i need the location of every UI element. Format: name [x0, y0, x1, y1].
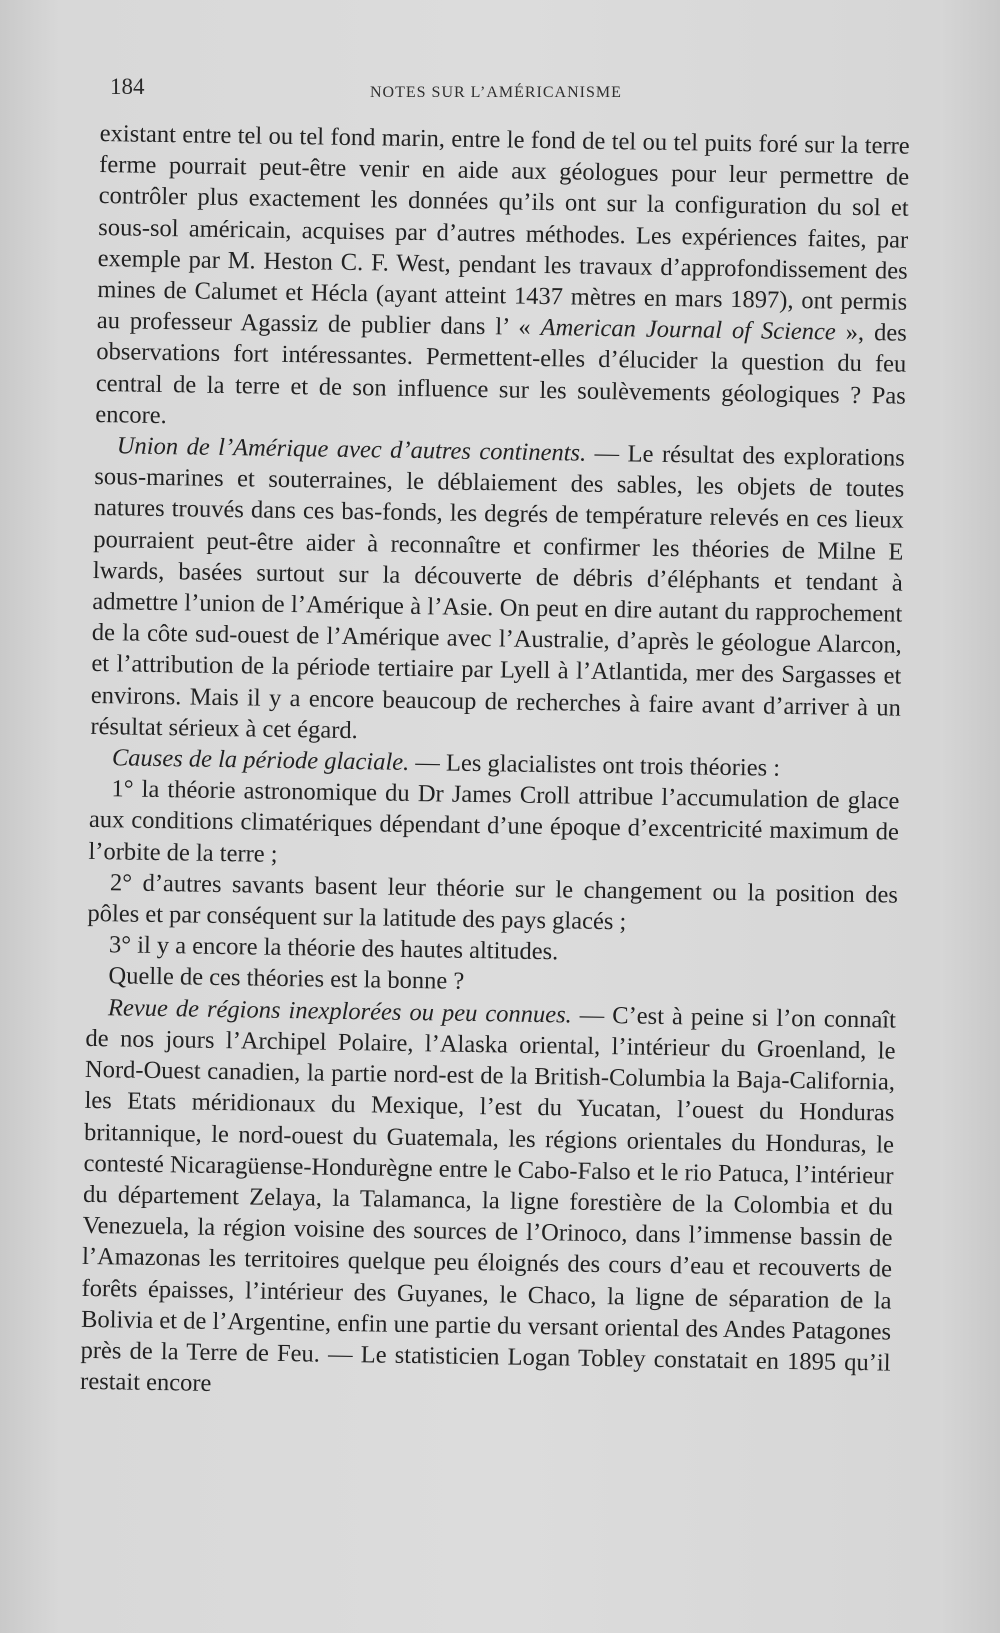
body-text: [80, 118, 910, 1410]
running-title: NOTES SUR L’AMÉRICANISME: [370, 84, 622, 101]
paragraph-2: [90, 430, 905, 755]
section-heading-union: Union de l’Amérique avec d’autres continents.: [116, 432, 587, 467]
paragraph-5-text: — C’est à peine si l’on connaît de nos jours l’Archipel Polaire, l’Alaska oriental, l’intérieur du Groenland, le Nord-Ouest canadien, la partie nord-est de la British-Columbia la Baja-California, les Etats méridionaux du Mexique, l’est du Yucatan, l’ouest du Honduras britannique, le nord-ouest du Guatemala, les régions orientales du Honduras, le contesté Nicaragüense-Hondurègne entre le Cabo-Falso et le rio Patuca, l’intérieur du département Zelaya, la Talamanca, la ligne forestière de la Colombia et du Venezuela, la région voisine des sources de l’Orinoco, dans l’immense bassin de l’Amazonas les territoires quelque peu éloignés des cours d’eau et recouverts de forêts épaisses, l’intérieur des Guyanes, le Chaco, la ligne de séparation de la Bolivia et de l’Argentine, enfin une partie du versant oriental des Andes Patagones près de la Terre de Feu. — Le statisticien Logan Tobley constatait en 1895 qu’il restait encore: [79, 1001, 897, 1398]
paragraph-5: [80, 992, 896, 1410]
paragraph-4: Quelle de ces théories est la bonne ?: [108, 962, 465, 996]
paragraph-1-text: existant entre tel ou tel fond marin, entre le fond de tel ou tel puits foré sur la terre ferme pourrait peut-être venir en aide aux géologues pour leur permettre de contrôler plus exactement les données qu’ils ont sur la configuration du sol et sous-sol américain, acquises par d’autres méthodes. Les expériences faites, par exemple par M. Heston C. F. West, pendant les travaux d’approfondissement des mines de Calumet et Hécla (ayant atteint 1437 mètres en mars 1897), ont permis au professeur Agassiz de publier dans l’ «: [96, 119, 910, 342]
paragraph-1: [95, 118, 910, 443]
list-item-3: 3° il y a encore la théorie des hautes altitudes.: [108, 931, 559, 966]
section-heading-glaciale: Causes de la période glaciale.: [111, 744, 410, 776]
paragraph-2-text: — Le résultat des explorations sous-marines et souterraines, le déblaiement des sables, les objets de toutes natures trouvés dans ces bas-fonds, les degrés de température relevés en ces lieux pourraient peut-être aider à reconnaître et confirmer les théories de Milne E lwards, basées surtout sur la découverte de débris d’éléphants et tendant à admettre l’union de l’Amérique à l’Asie. On peut en dire autant du rapprochement de la côte sud-ouest de l’Amérique avec l’Australie, d’après le géologue Alarcon, et l’attribution de la période tertiaire par Lyell à l’Atlantida, mer des Sargasses et environs. Mais il y a encore beaucoup de recherches à faire avant d’arriver à un résultat sérieux à cet égard.: [90, 439, 905, 744]
list-item-1: 1° la théorie astronomique du Dr James Croll attribue l’accumulation de glace aux conditions climatériques dépendant d’une époque d’excentricité maximum de l’orbite de la terre ;: [88, 775, 900, 868]
journal-title: American Journal of Science: [540, 314, 836, 346]
paragraph-1-end: », des observations fort intéressantes. Permettent-elles d’élucider la question du feu central de la terre et de son influence sur les soulèvements géologiques ? Pas encore.: [95, 318, 907, 429]
list-item-2: 2° d’autres savants basent leur théorie sur le changement ou la position des pôles et par conséquent sur la latitude des pays glacés ;: [87, 869, 899, 936]
paragraph-3-text: — Les glacialistes ont trois théories :: [409, 749, 781, 782]
page-number: 184: [110, 74, 145, 99]
page-header: [110, 70, 915, 110]
section-heading-revue: Revue de régions inexplorées ou peu connues.: [107, 993, 572, 1029]
